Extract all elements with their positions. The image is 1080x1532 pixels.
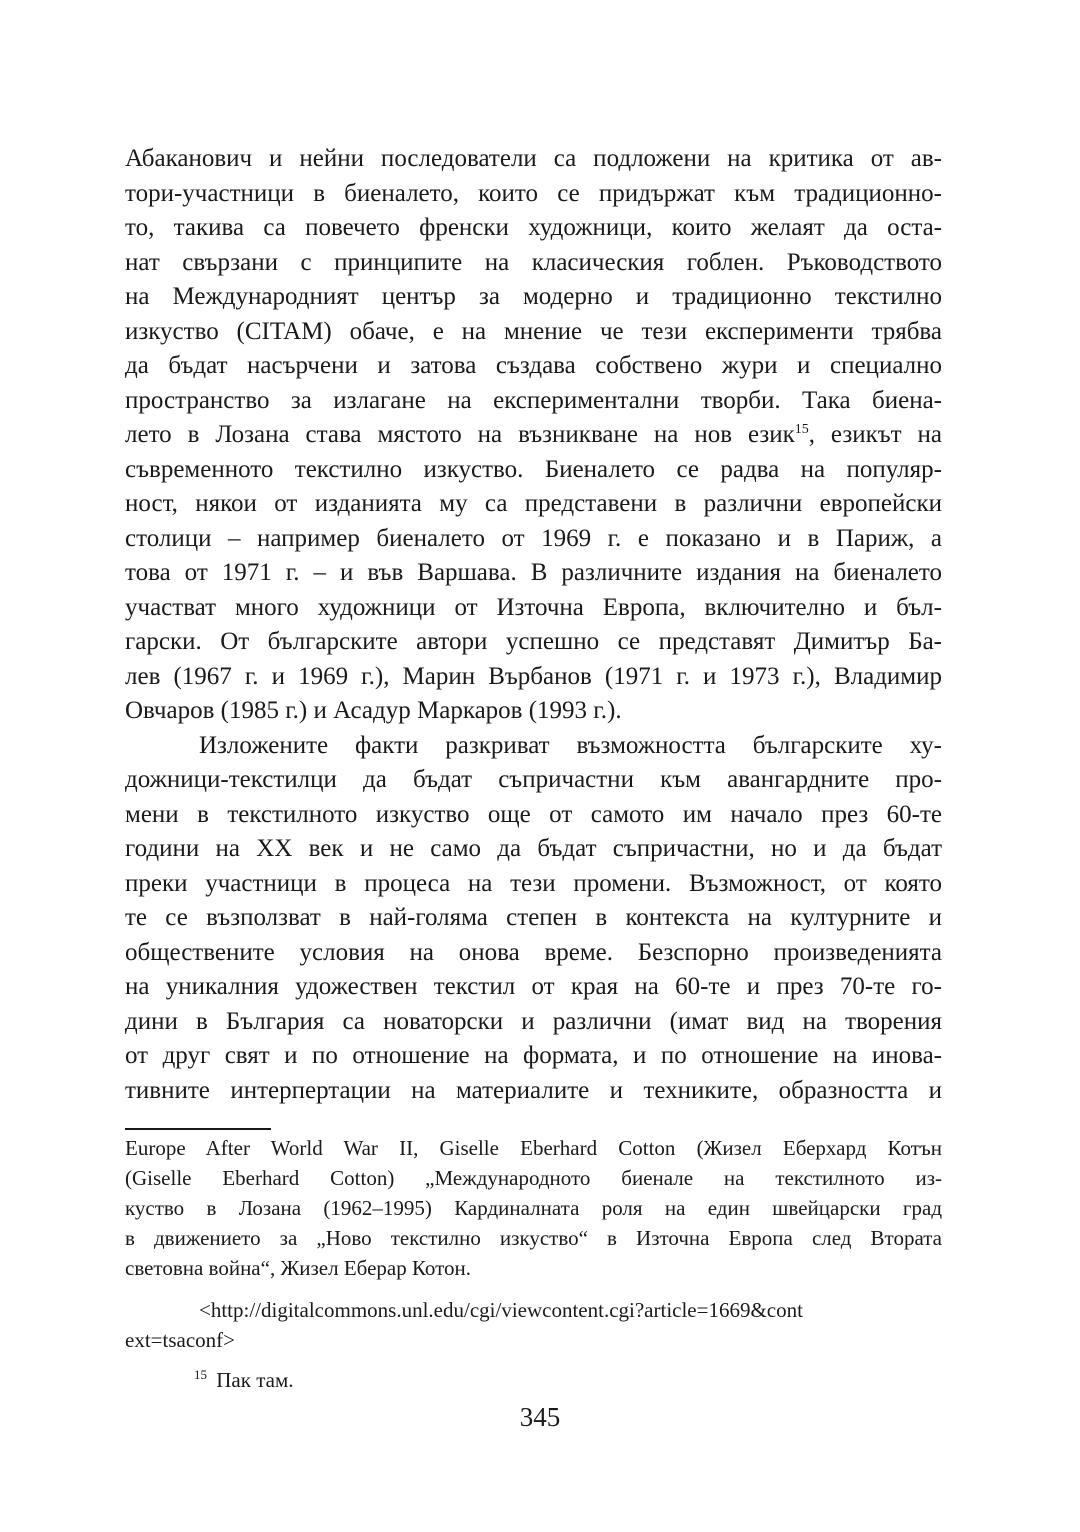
footnote-reference-15[interactable]: 15 — [794, 422, 809, 437]
text-line: преки участници в процеса на тези промени. Възможност, от която — [125, 869, 942, 897]
main-text — [125, 142, 942, 1108]
text-line: то, такива са повечето френски художници, които желаят да оста- — [125, 214, 942, 241]
text-line: гарски. От българските автори успешно се представят Димитър Ба- — [125, 628, 942, 655]
text-line: на Международният център за модерно и традиционно текстилно — [125, 283, 942, 310]
text-line: години на XX век и не само да бъдат съпричастни, но и да бъдат — [125, 835, 942, 862]
text-line: лев (1967 г. и 1969 г.), Марин Върбанов (1971 г. и 1973 г.), Владимир — [125, 662, 942, 690]
text-line: изкуство (CITAM) обаче, е на мнение че тези експерименти трябва — [125, 317, 942, 345]
text-line: Абаканович и нейни последователи са подложени на критика от ав- — [125, 145, 942, 172]
text-line-with-footnote — [125, 418, 942, 453]
text-line: от друг свят и по отношение на формата, и по отношение на инова- — [125, 1042, 942, 1069]
text-line: ност, някои от изданията му са представени в различни европейски — [125, 490, 942, 517]
footnote-line: в движението за „Ново текстилно изкуство“ в Източна Европа след Втората — [125, 1226, 942, 1250]
text-line: тори-участници в биеналето, които се придържат към традиционно- — [125, 179, 942, 207]
footnote-continuation — [125, 1133, 942, 1283]
text-line: това от 1971 г. – и във Варшава. В различните издания на биеналето — [125, 559, 942, 586]
text-line: мени в текстилното изкуство още от самото им начало през 60-те — [125, 800, 942, 828]
footnote-number: 15 — [194, 1367, 207, 1382]
text-line: обществените условия на онова време. Безспорно произведенията — [125, 938, 942, 966]
footnote-line: (Giselle Eberhard Cotton) „Международното биенале на текстилното из- — [125, 1166, 942, 1190]
footnote-line: световна война“, Жизел Еберар Котон. — [125, 1256, 472, 1280]
paragraph-1 — [125, 142, 942, 729]
text-segment: лето в Лозана става мястото на възникване на нов език — [125, 421, 795, 448]
text-line: Овчаров (1985 г.) и Асадур Маркаров (1993 г.). — [125, 697, 622, 724]
footnote-url-line[interactable]: ext=tsaconf> — [125, 1328, 235, 1352]
page-number: 345 — [519, 1402, 561, 1432]
text-line: тивните интерпертации на материалите и техниките, образността и — [125, 1076, 942, 1104]
text-segment: , езикът на — [808, 421, 942, 448]
paragraph-2 — [125, 729, 942, 1109]
footnote-separator — [125, 1128, 271, 1130]
text-line: дини в България са новаторски и различни (имат вид на творения — [125, 1007, 942, 1035]
footnotes — [125, 1133, 942, 1395]
text-line: Изложените факти разкриват възможността българските ху- — [199, 731, 942, 759]
text-line: пространство за излагане на експериментални творби. Така биена- — [125, 386, 942, 414]
text-line: те се възползват в най-голяма степен в контекста на културните и — [125, 904, 942, 931]
page-body — [125, 142, 942, 1108]
footnote-url[interactable] — [125, 1295, 942, 1355]
text-line: участват много художници от Източна Европа, включително и бъл- — [125, 593, 942, 621]
text-line: дожници-текстилци да бъдат съпричастни към авангардните про- — [125, 766, 942, 793]
text-line: да бъдат насърчени и затова създава собствено жури и специално — [125, 352, 942, 379]
text-line: столици – например биеналето от 1969 г. е показано и в Париж, а — [125, 524, 942, 552]
text-line: на уникалния удожествен текстил от края на 60-те и през 70-те го- — [125, 973, 942, 1000]
footnote-text: Пак там. — [211, 1368, 294, 1392]
text-line: съвременното текстилно изкуство. Биеналето се радва на популяр- — [125, 455, 942, 483]
footnote-line: Europe After World War II, Giselle Eberhard Cotton (Жизел Еберхард Котън — [125, 1136, 942, 1160]
footnote-url-line[interactable]: <http://digitalcommons.unl.edu/cgi/viewcontent.cgi?article=1669&cont — [199, 1298, 803, 1322]
footnote-15 — [125, 1365, 942, 1395]
footnote-line: куство в Лозана (1962–1995) Кардиналната роля на един швейцарски град — [125, 1196, 942, 1220]
text-line: нат свързани с принципите на класическия гоблен. Ръководството — [125, 248, 942, 276]
